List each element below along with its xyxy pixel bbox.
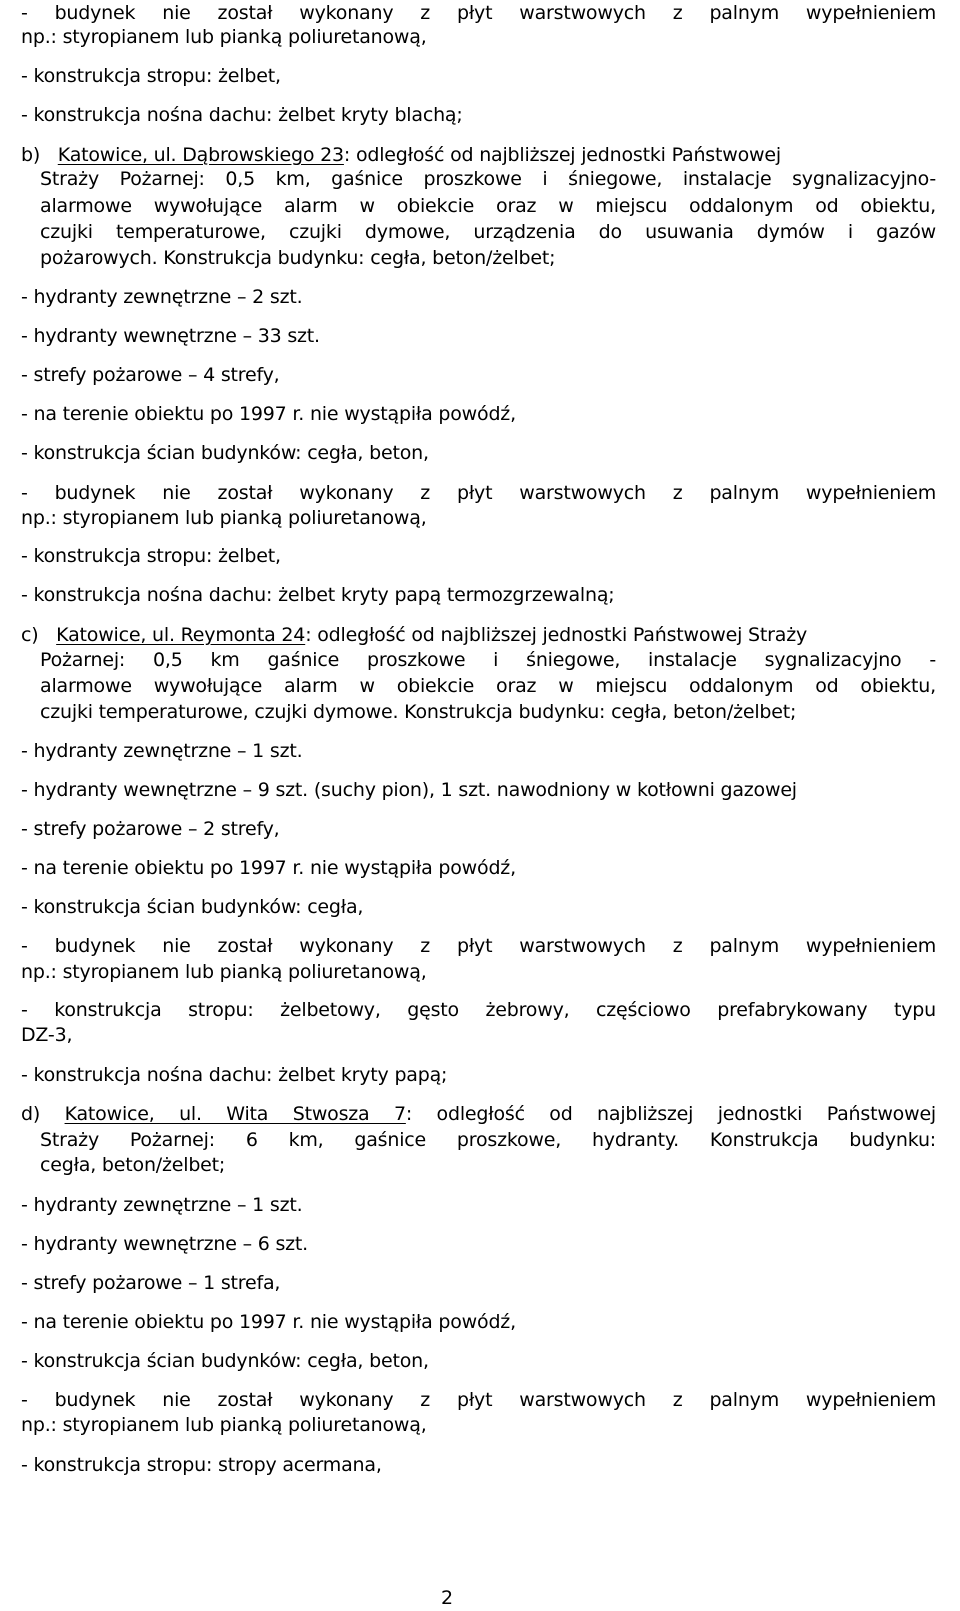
text-line: np.: styropianem lub pianką poliuretanową, xyxy=(21,507,427,529)
text-line: - na terenie obiektu po 1997 r. nie wystąpiła powódź, xyxy=(21,1311,516,1333)
address-link: Katowice, ul. Dąbrowskiego 23 xyxy=(57,144,344,166)
text-line: - hydranty wewnętrzne – 9 szt. (suchy pion), 1 szt. nawodniony w kotłowni gazowej xyxy=(21,779,797,801)
text-line: - strefy pożarowe – 2 strefy, xyxy=(21,818,280,840)
text-line: DZ-3, xyxy=(21,1024,73,1046)
text-line: - budynek nie został wykonany z płyt warstwowych z palnym wypełnieniem xyxy=(21,935,936,957)
text-line: - konstrukcja stropu: żelbet, xyxy=(21,65,281,87)
text-line: - budynek nie został wykonany z płyt warstwowych z palnym wypełnieniem xyxy=(21,2,936,24)
text-line: - konstrukcja nośna dachu: żelbet kryty papą; xyxy=(21,1064,448,1086)
text-line: - hydranty zewnętrzne – 1 szt. xyxy=(21,740,303,762)
text-line: np.: styropianem lub pianką poliuretanową, xyxy=(21,961,427,983)
text-line: - konstrukcja stropu: żelbet, xyxy=(21,545,281,567)
text-line: - konstrukcja ścian budynków: cegła, beton, xyxy=(21,442,429,464)
text-line: czujki temperaturowe, czujki dymowe. Konstrukcja budynku: cegła, beton/żelbet; xyxy=(40,701,797,723)
text-line: Pożarnej: 0,5 km gaśnice proszkowe i śniegowe, instalacje sygnalizacyjno - xyxy=(40,649,936,671)
text-fragment: : odległość od najbliższej jednostki Państwowej xyxy=(343,144,781,166)
text-line: czujki temperaturowe, czujki dymowe, urządzenia do usuwania dymów i gazów xyxy=(40,221,936,243)
list-marker: d) xyxy=(21,1103,41,1125)
text-line: - hydranty wewnętrzne – 6 szt. xyxy=(21,1233,309,1255)
text-line: Straży Pożarnej: 0,5 km, gaśnice proszkowe i śniegowe, instalacje sygnalizacyjno- xyxy=(40,168,936,190)
list-item-d-heading xyxy=(21,1101,936,1127)
text-line: np.: styropianem lub pianką poliuretanową, xyxy=(21,1414,427,1436)
text-line: - konstrukcja nośna dachu: żelbet kryty blachą; xyxy=(21,104,463,126)
text-line: Straży Pożarnej: 6 km, gaśnice proszkowe, hydranty. Konstrukcja budynku: xyxy=(40,1129,936,1151)
text-line: - hydranty zewnętrzne – 1 szt. xyxy=(21,1194,303,1216)
text-line: - strefy pożarowe – 4 strefy, xyxy=(21,364,280,386)
text-line: - strefy pożarowe – 1 strefa, xyxy=(21,1272,281,1294)
list-item-c-heading xyxy=(21,622,807,648)
text-fragment: : odległość od najbliższej jednostki Państwowej Straży xyxy=(305,624,808,646)
address-link: Katowice, ul. Reymonta 24 xyxy=(56,624,306,646)
text-line: - konstrukcja stropu: żelbetowy, gęsto żebrowy, częściowo prefabrykowany typu xyxy=(21,999,936,1021)
text-line: pożarowych. Konstrukcja budynku: cegła, beton/żelbet; xyxy=(40,247,556,269)
text-line: np.: styropianem lub pianką poliuretanową, xyxy=(21,26,427,48)
text-line: - konstrukcja ścian budynków: cegła, beton, xyxy=(21,1350,429,1372)
text-line: - konstrukcja stropu: stropy acermana, xyxy=(21,1454,382,1476)
page-number: 2 xyxy=(441,1587,453,1609)
text-line: - hydranty wewnętrzne – 33 szt. xyxy=(21,325,320,347)
list-item-b-heading xyxy=(21,142,781,168)
list-marker: b) xyxy=(21,144,41,166)
text-line: cegła, beton/żelbet; xyxy=(40,1154,226,1176)
address-link: Katowice, ul. Wita Stwosza 7 xyxy=(64,1103,406,1125)
text-fragment: : odległość od najbliższej jednostki Państwowej xyxy=(405,1103,937,1125)
text-line: alarmowe wywołujące alarm w obiekcie oraz w miejscu oddalonym od obiektu, xyxy=(40,675,936,697)
text-line: - budynek nie został wykonany z płyt warstwowych z palnym wypełnieniem xyxy=(21,482,936,504)
text-line: alarmowe wywołujące alarm w obiekcie oraz w miejscu oddalonym od obiektu, xyxy=(40,195,936,217)
text-line: - hydranty zewnętrzne – 2 szt. xyxy=(21,286,303,308)
list-marker: c) xyxy=(21,624,39,646)
text-line: - budynek nie został wykonany z płyt warstwowych z palnym wypełnieniem xyxy=(21,1389,936,1411)
text-line: - na terenie obiektu po 1997 r. nie wystąpiła powódź, xyxy=(21,403,516,425)
text-line: - konstrukcja nośna dachu: żelbet kryty papą termozgrzewalną; xyxy=(21,584,615,606)
text-line: - konstrukcja ścian budynków: cegła, xyxy=(21,896,364,918)
text-line: - na terenie obiektu po 1997 r. nie wystąpiła powódź, xyxy=(21,857,516,879)
